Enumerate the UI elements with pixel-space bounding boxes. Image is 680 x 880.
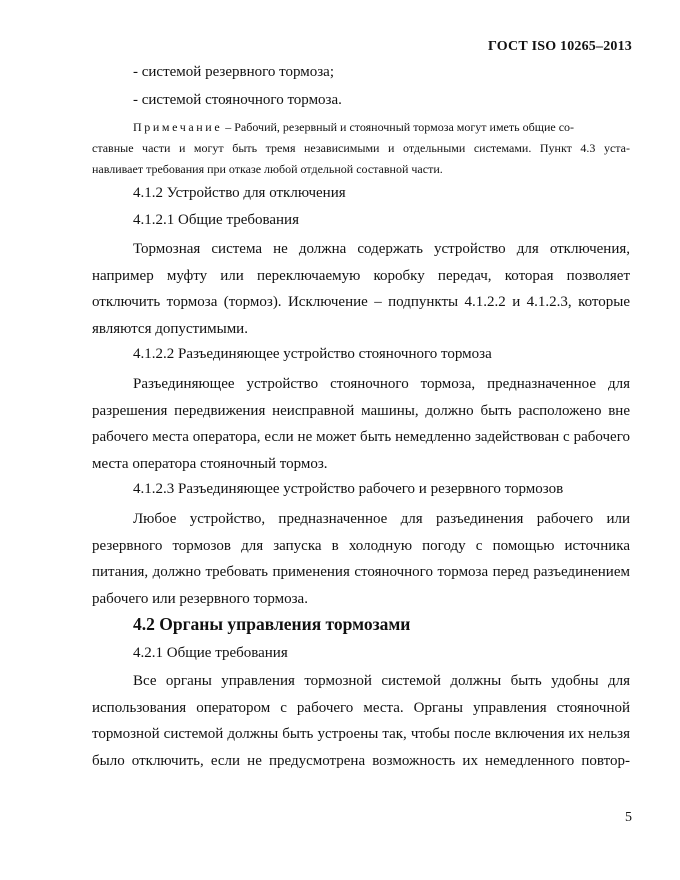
- page-number: 5: [625, 810, 632, 825]
- note-line: [133, 117, 630, 138]
- document-code: ГОСТ ISO 10265–2013: [488, 39, 632, 54]
- section-heading: 4.1.2 Устройство для отключения: [133, 185, 346, 201]
- section-heading: 4.1.2.3 Разъединяющее устройство рабочего и резервного тормозов: [133, 481, 564, 497]
- section-heading: 4.2.1 Общие требования: [133, 645, 288, 661]
- paragraph: Тормозная система не должна содержать устройство для отключения, например муфту или переключаемую коробку передач, которая позволяет отключить тормоза (тормоз). Исключение – подпункты 4.1.2.2 и 4.1.2.3, которые являются допустимыми.: [92, 241, 630, 337]
- paragraph: Все органы управления тормозной системой должны быть удобны для использования оператором с рабочего места. Органы управления стояночной тормозной системой должны быть устроены так, чтобы после включения их нельзя было отключить, если не предусмотрена возможность их немедленного повтор-: [92, 673, 630, 769]
- paragraph: Разъединяющее устройство стояночного тормоза, предназначенное для разрешения передвижения неисправной машины, должно быть расположено вне рабочего места оператора, если не может быть немедленно задействован с рабочего места оператора стояночный тормоз.: [92, 376, 630, 472]
- section-heading: 4.1.2.2 Разъединяющее устройство стояночного тормоза: [133, 346, 492, 362]
- paragraph: Любое устройство, предназначенное для разъединения рабочего или резервного тормозов для запуска в холодную погоду с помощью источника питания, должно требовать применения стояночного тормоза перед разъединением рабочего или резервного тормоза.: [92, 511, 630, 607]
- list-item: - системой резервного тормоза;: [133, 64, 335, 80]
- list-item: - системой стояночного тормоза.: [133, 92, 342, 108]
- note-line: ставные части и могут быть тремя независимыми и отдельными системами. Пункт 4.3 уста-: [92, 141, 630, 155]
- note-text: – Рабочий, резервный и стояночный тормоза могут иметь общие со-: [225, 120, 575, 134]
- subsection-heading: 4.2 Органы управления тормозами: [133, 614, 411, 634]
- note-line: навливает требования при отказе любой отдельной составной части.: [92, 162, 443, 176]
- note-label: Примечание: [133, 120, 223, 134]
- section-heading: 4.1.2.1 Общие требования: [133, 212, 299, 228]
